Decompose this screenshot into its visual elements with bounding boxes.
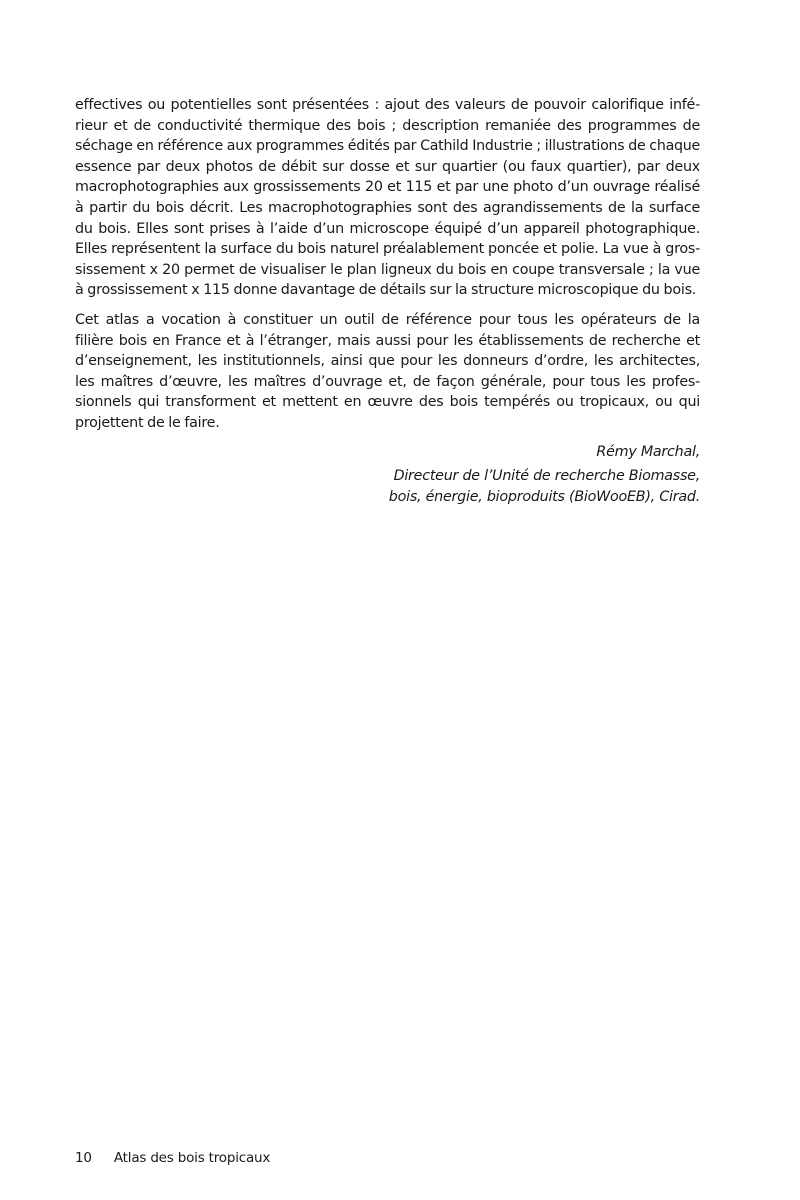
paragraph-2 [75, 310, 700, 434]
page-footer [75, 1150, 270, 1166]
text-line: séchage en référence aux programmes édités par Cathild Industrie ; illustrations de chaque [75, 138, 700, 155]
text-line: projettent de le faire. [75, 414, 220, 431]
text-line: essence par deux photos de débit sur dosse et sur quartier (ou faux quartier), par deux [75, 158, 700, 175]
text-line: rieur et de conductivité thermique des bois ; description remaniée des programmes de [75, 117, 700, 134]
text-line: effectives ou potentielles sont présentées : ajout des valeurs de pouvoir calorifique infé- [75, 97, 700, 113]
text-line: sissement x 20 permet de visualiser le plan ligneux du bois en coupe transversale ; la vue [75, 261, 700, 278]
text-line: macrophotographies aux grossissements 20 et 115 et par une photo d’un ouvrage réalisé [75, 179, 700, 196]
text-line: sionnels qui transforment et mettent en œuvre des bois tempérés ou tropicaux, ou qui [75, 394, 700, 411]
text-line: Cet atlas a vocation à constituer un outil de référence pour tous les opérateurs de la [75, 311, 700, 328]
text-line: Elles représentent la surface du bois naturel préalablement poncée et polie. La vue à gros- [75, 241, 700, 258]
page-number: 10 [75, 1150, 92, 1166]
signature-block [75, 442, 700, 508]
text-line: à partir du bois décrit. Les macrophotographies sont des agrandissements de la surface [75, 199, 700, 216]
text-line: d’enseignement, les institutionnels, ainsi que pour les donneurs d’ordre, les architectes, [75, 353, 700, 370]
text-line: du bois. Elles sont prises à l’aide d’un microscope équipé d’un appareil photographique. [75, 220, 700, 237]
signature-name: Rémy Marchal, [596, 443, 700, 460]
paragraph-1 [75, 95, 700, 301]
running-title: Atlas des bois tropicaux [113, 1150, 271, 1166]
text-line: les maîtres d’œuvre, les maîtres d’ouvrage et, de façon générale, pour tous les profes- [75, 373, 700, 390]
page-content [75, 95, 700, 507]
signature-title-line: Directeur de l’Unité de recherche Biomasse, [393, 468, 700, 485]
signature-title-line: bois, énergie, bioproduits (BioWooEB), Cirad. [388, 488, 700, 505]
text-line: filière bois en France et à l’étranger, mais aussi pour les établissements de recherche et [75, 332, 700, 349]
text-line: à grossissement x 115 donne davantage de détails sur la structure microscopique du bois. [75, 282, 697, 299]
